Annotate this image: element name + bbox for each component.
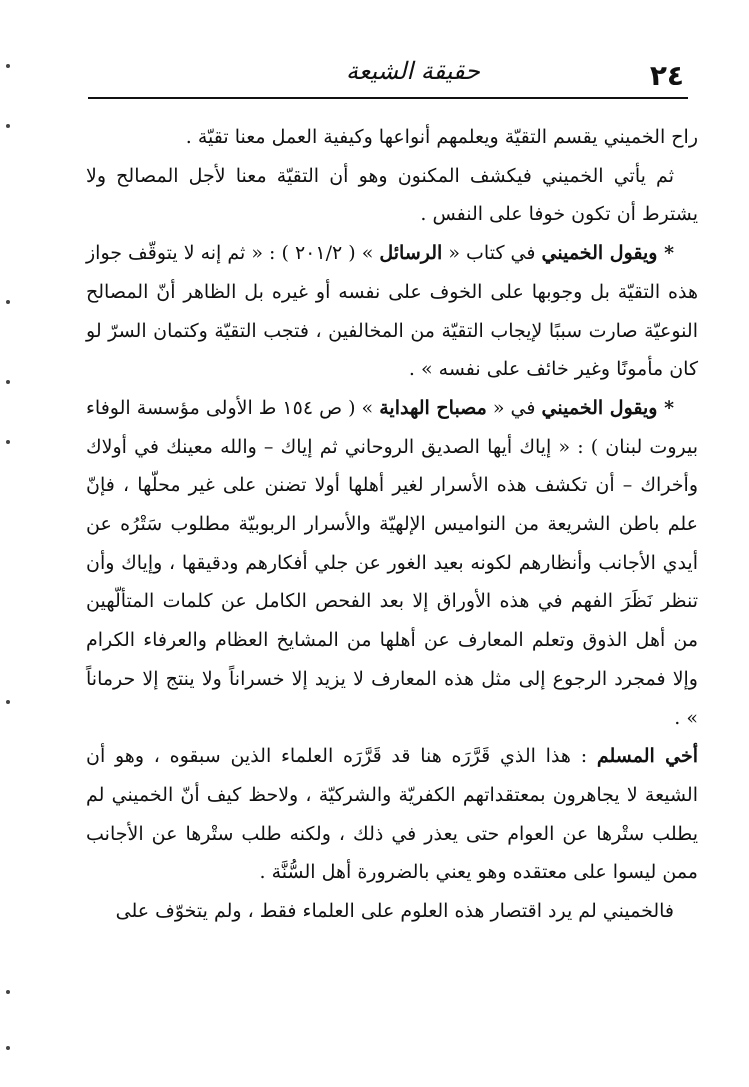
text-run: في كتاب «	[442, 242, 542, 265]
bold-phrase: * ويقول الخميني	[541, 396, 675, 419]
text-run: راح الخميني يقسم التقيّة ويعلمهم أنواعها وكيفية العمل معنا تقيّة .	[185, 126, 698, 148]
page-body	[86, 118, 698, 931]
margin-mark	[6, 380, 10, 384]
bold-phrase: مصباح الهداية	[379, 396, 487, 419]
header-rule	[88, 97, 688, 99]
paragraph	[86, 892, 698, 931]
bold-phrase: * ويقول الخميني	[541, 242, 675, 265]
text-run: : هذا الذي قَرَّرَه هنا قد قَرَّرَه العلماء الذين سبقوه ، وهو أن الشيعة لا يجاهرون بمعتقداتهم الكفريّة والشركيّة ، ولاحظ كيف أنّ الخميني لم يطلب ستْرها عن العوام حتى يعذر في ذلك ، ولكنه طلب ستْرها عن الأجانب ممن ليسوا على معتقده وهو يعني بالضرورة أهل السُّنَّة .	[86, 745, 698, 884]
paragraph	[86, 157, 698, 234]
margin-mark	[6, 990, 10, 994]
bold-phrase: أخي المسلم	[596, 745, 698, 768]
text-run: » ( ص ١٥٤ ط الأولى مؤسسة الوفاء بيروت لبنان ) : « إياك أيها الصديق الروحاني ثم إياك – والله معينك في أولاك وأخراك – أن تكشف هذه الأسرار لغير أهلها أولا تضنن على غير محلّها ، فإنّ علم باطن الشريعة من النواميس الإلهيّة والأسرار الربوبيّة مطلوب سَتْرُه عن أيدي الأجانب وأنظارهم لكونه بعيد الغور عن جلي أفكارهم ودقيقها ، وإياك وأن تنظر نَظَرَ الفهم في هذه الأوراق إلا بعد الفحص الكامل عن كلمات المتألّهين من أهل الذوق وتعلم المعارف عن أهلها من المشايخ العظام والعرفاء الكرام وإلا فمجرد الرجوع إلى مثل هذه المعارف لا يزيد إلا خسراناً ولا ينتج إلا حرماناً » .	[86, 396, 698, 729]
page-header	[88, 55, 688, 101]
margin-mark	[6, 300, 10, 304]
margin-mark	[6, 64, 10, 68]
margin-mark	[6, 440, 10, 444]
bold-phrase: الرسائل	[379, 242, 443, 265]
margin-mark	[6, 700, 10, 704]
running-title: حقيقة الشيعة	[346, 57, 480, 85]
text-run: » ( ٢٠١/٢ ) : « ثم إنه لا يتوقّف جواز هذه التقيّة بل وجوبها على الخوف على نفسه أو غيره بل الظاهر أنّ المصالح النوعيّة صارت سببًا لإيجاب التقيّة من المخالفين ، فتجب التقيّة وكتمان السرّ لو كان مأمونًا وغير خائف على نفسه » .	[86, 242, 698, 381]
paragraph	[86, 737, 698, 892]
text-run: في «	[486, 396, 542, 419]
page-number: ٢٤	[649, 59, 684, 92]
margin-mark	[6, 124, 10, 128]
paragraph	[86, 389, 698, 737]
text-run: ثم يأتي الخميني فيكشف المكنون وهو أن التقيّة معنا لأجل المصالح ولا يشترط أن تكون خوفا على النفس .	[86, 164, 698, 226]
paragraph	[86, 118, 698, 157]
paragraph	[86, 234, 698, 389]
text-run: فالخميني لم يرد اقتصار هذه العلوم على العلماء فقط ، ولم يتخوّف على	[115, 900, 674, 923]
margin-mark	[6, 1046, 10, 1050]
